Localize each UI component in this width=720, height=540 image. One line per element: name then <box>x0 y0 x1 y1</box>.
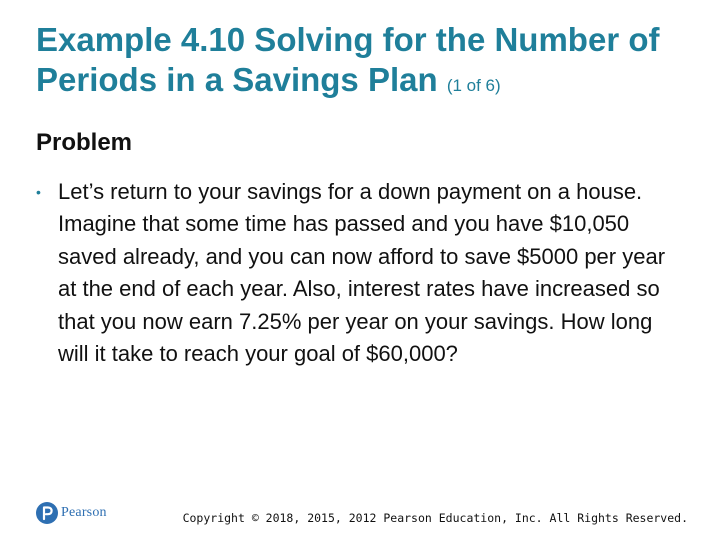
bullet-marker: • <box>36 184 41 200</box>
slide-title-text: Example 4.10 Solving for the Number of Periods in a Savings Plan <box>36 21 660 98</box>
slide-title <box>36 20 696 106</box>
section-heading: Problem <box>36 129 133 156</box>
pearson-logo <box>36 502 107 524</box>
copyright-notice: Copyright © 2018, 2015, 2012 Pearson Education, Inc. All Rights Reserved. <box>182 511 688 525</box>
pearson-p-icon <box>36 502 58 524</box>
bullet-text: Let’s return to your savings for a down payment on a house. Imagine that some time has passed and you have $10,050 saved already, and you can now afford to save $5000 per year at the end of each year. Also, interest rates have increased so that you now earn 7.25% per year on your savings. How long will it take to reach your goal of $60,000? <box>58 179 666 367</box>
problem-bullet <box>36 176 676 370</box>
pearson-logo-text: Pearson <box>61 505 107 520</box>
slide-part-indicator: (1 of 6) <box>446 76 501 95</box>
